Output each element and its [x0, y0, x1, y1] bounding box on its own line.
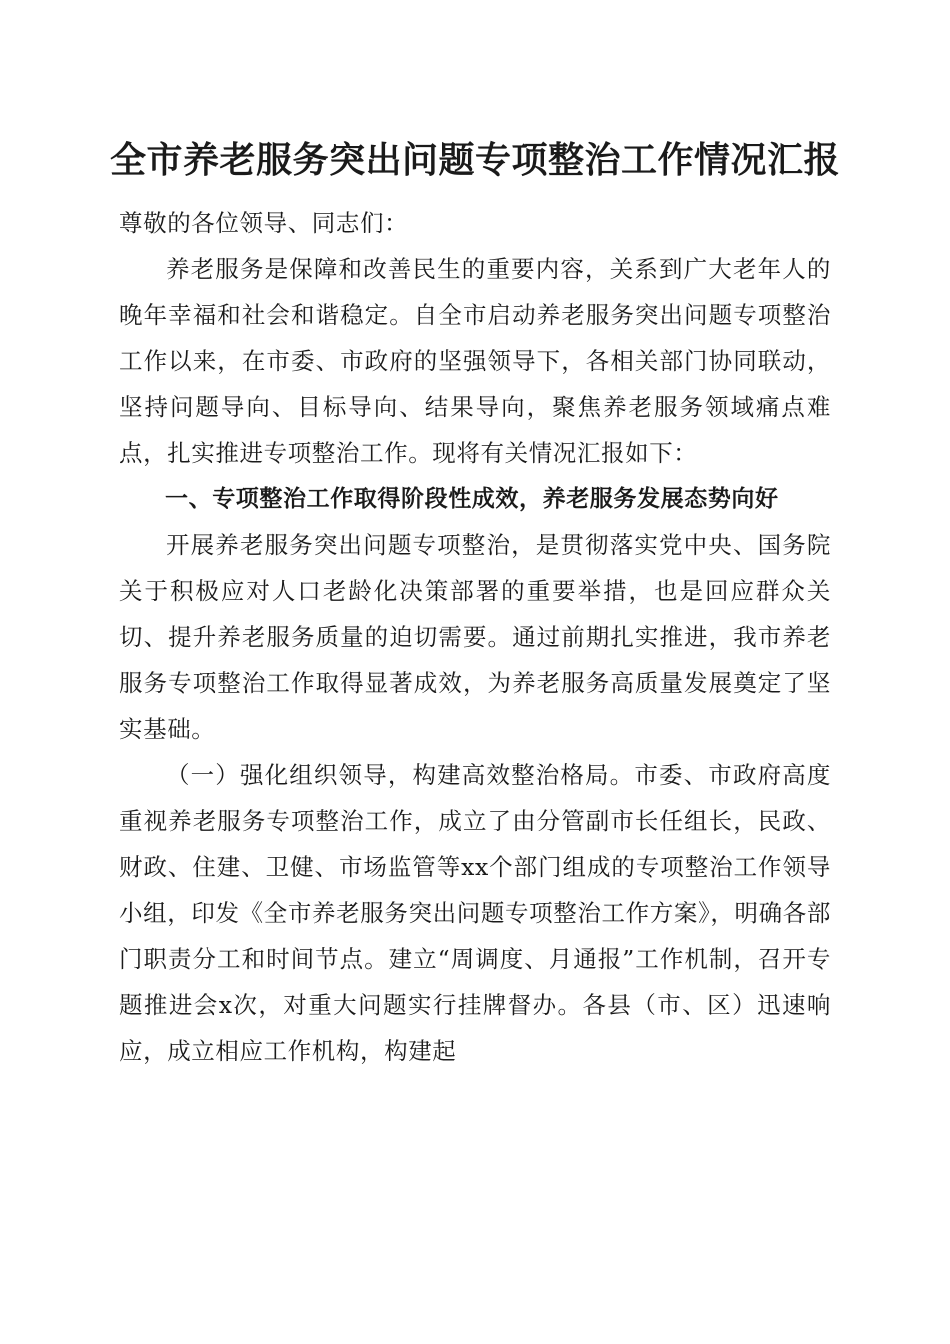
subsection-1-heading: （一）强化组织领导，构建高效整治格局。: [166, 761, 635, 789]
subsection-1-paragraph: [119, 752, 831, 1074]
subsection-1-body: 市委、市政府高度重视养老服务专项整治工作，成立了由分管副市长任组长，民政、财政、住建、卫健、市场监管等xx个部门组成的专项整治工作领导小组，印发《全市养老服务突出问题专项整治工作方案》，明确各部门职责分工和时间节点。建立“周调度、月通报”工作机制，召开专题推进会x次，对重大问题实行挂牌督办。各县（市、区）迅速响应，成立相应工作机构，构建起: [119, 761, 831, 1065]
document-body: [119, 200, 831, 1074]
section-1-heading: 一、专项整治工作取得阶段性成效，养老服务发展态势向好: [165, 486, 779, 512]
salutation: 尊敬的各位领导、同志们：: [119, 209, 409, 237]
section-1-paragraph: 开展养老服务突出问题专项整治，是贯彻落实党中央、国务院关于积极应对人口老龄化决策部署的重要举措，也是回应群众关切、提升养老服务质量的迫切需要。通过前期扎实推进，我市养老服务专项整治工作取得显著成效，为养老服务高质量发展奠定了坚实基础。: [119, 531, 831, 743]
document-title: 全市养老服务突出问题专项整治工作情况汇报: [109, 139, 840, 181]
intro-paragraph: 养老服务是保障和改善民生的重要内容，关系到广大老年人的晚年幸福和社会和谐稳定。自全市启动养老服务突出问题专项整治工作以来，在市委、市政府的坚强领导下，各相关部门协同联动，坚持问题导向、目标导向、结果导向，聚焦养老服务领域痛点难点，扎实推进专项整治工作。现将有关情况汇报如下：: [119, 255, 831, 467]
